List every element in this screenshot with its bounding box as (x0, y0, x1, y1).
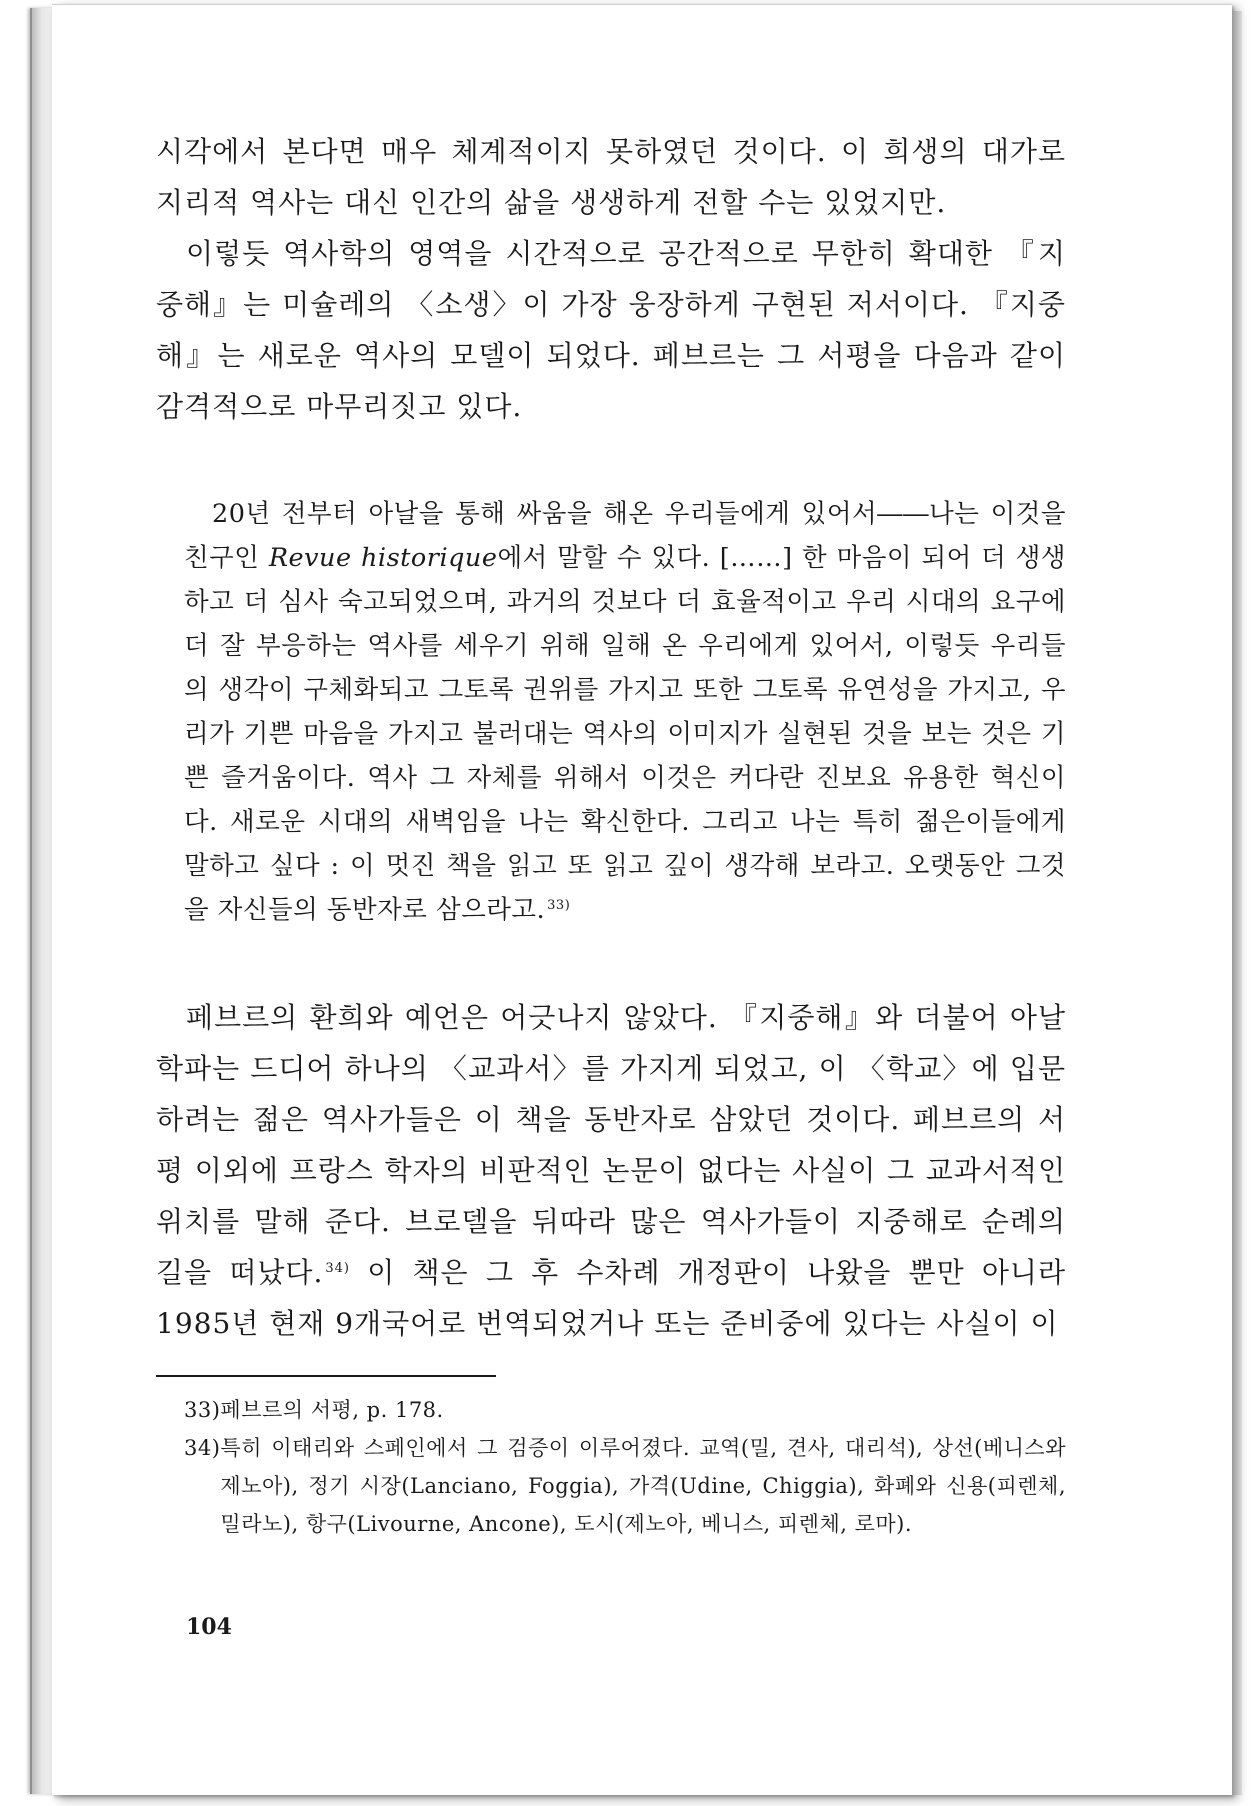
quote-italic-title: Revue historique (268, 543, 498, 573)
footnote-text: 페브르의 서평, p. 178. (220, 1398, 444, 1422)
block-quote (184, 492, 1066, 932)
footnotes (184, 1391, 1066, 1543)
paragraph-3-text-1: 페브르의 환희와 예언은 어긋나지 않았다. 『지중해』와 더불어 아날학파는 드디어 하나의 〈교과서〉를 가지게 되었고, 이 〈학교〉에 입문하려는 젊은 역사가들은 이 책을 동반자로 삼았던 것이다. 페브르의 서평 이외에 프랑스 학자의 비판적인 논문이 없다는 사실이 그 교과서적인 위치를 말해 준다. 브로델을 뒤따라 많은 역사가들이 지중해로 순례의 길을 떠났다. (156, 1001, 1066, 1289)
footnote (184, 1391, 1066, 1429)
page-number: 104 (186, 1614, 232, 1640)
footnote-number: 34) (184, 1436, 221, 1460)
paragraph-2: 이렇듯 역사학의 영역을 시간적으로 공간적으로 무한히 확대한 『지중해』는 미슐레의 〈소생〉이 가장 웅장하게 구현된 저서이다. 『지중해』는 새로운 역사의 모델이 되었다. 페브르는 그 서평을 다음과 같이 감격적으로 마무리짓고 있다. (156, 237, 1066, 423)
footnote-text: 특히 이태리와 스페인에서 그 검증이 이루어졌다. 교역(밀, 견사, 대리석), 상선(베니스와 제노아), 정기 시장(Lanciano, Foggia), 가격(Udine, Chiggia), 화폐와 신용(피렌체, 밀라노), 항구(Livourne, Ancone), 도시(제노아, 베니스, 피렌체, 로마). (220, 1436, 1066, 1536)
paragraph-1: 시각에서 본다면 매우 체계적이지 못하였던 것이다. 이 희생의 대가로 지리적 역사는 대신 인간의 삶을 생생하게 전할 수는 있었지만. (156, 135, 1066, 219)
paragraph-3-text-2: 이 책은 그 후 수차례 개정판이 나왔을 뿐만 아니라 1985년 현재 9개국어로 번역되었거나 또는 준비중에 있다는 사실이 이 (156, 1256, 1066, 1340)
page-content (156, 126, 1066, 1543)
footnote-ref-33: 33) (547, 897, 571, 913)
quote-text-1: 20년 전부터 아날을 통해 싸움을 해온 우리들에게 있어서――나는 이것을 친구인 (184, 499, 1066, 573)
quote-text-2: 에서 말할 수 있다. [……] 한 마음이 되어 더 생생하고 더 심사 숙고되었으며, 과거의 것보다 더 효율적이고 우리 시대의 요구에 더 잘 부응하는 역사를 세우기 위해 일해 온 우리에게 있어서, 이렇듯 우리들의 생각이 구체화되고 그토록 권위를 가지고 또한 그토록 유연성을 가지고, 우리가 기쁜 마음을 가지고 불러대는 역사의 이미지가 실현된 것을 보는 것은 기쁜 즐거움이다. 역사 그 자체를 위해서 이것은 커다란 진보요 유용한 혁신이다. 새로운 시대의 새벽임을 나는 확신한다. 그리고 나는 특히 젊은이들에게 말하고 싶다 : 이 멋진 책을 읽고 또 읽고 깊이 생각해 보라고. 오랫동안 그것을 자신들의 동반자로 삼으라고. (184, 543, 1066, 925)
page-shadow (1232, 11, 1242, 1795)
footnote-number: 33) (184, 1398, 221, 1422)
footnote-divider (156, 1375, 496, 1377)
footnote-ref-34: 34) (325, 1260, 350, 1276)
footnote (184, 1429, 1066, 1543)
paragraph-3 (156, 992, 1066, 1349)
